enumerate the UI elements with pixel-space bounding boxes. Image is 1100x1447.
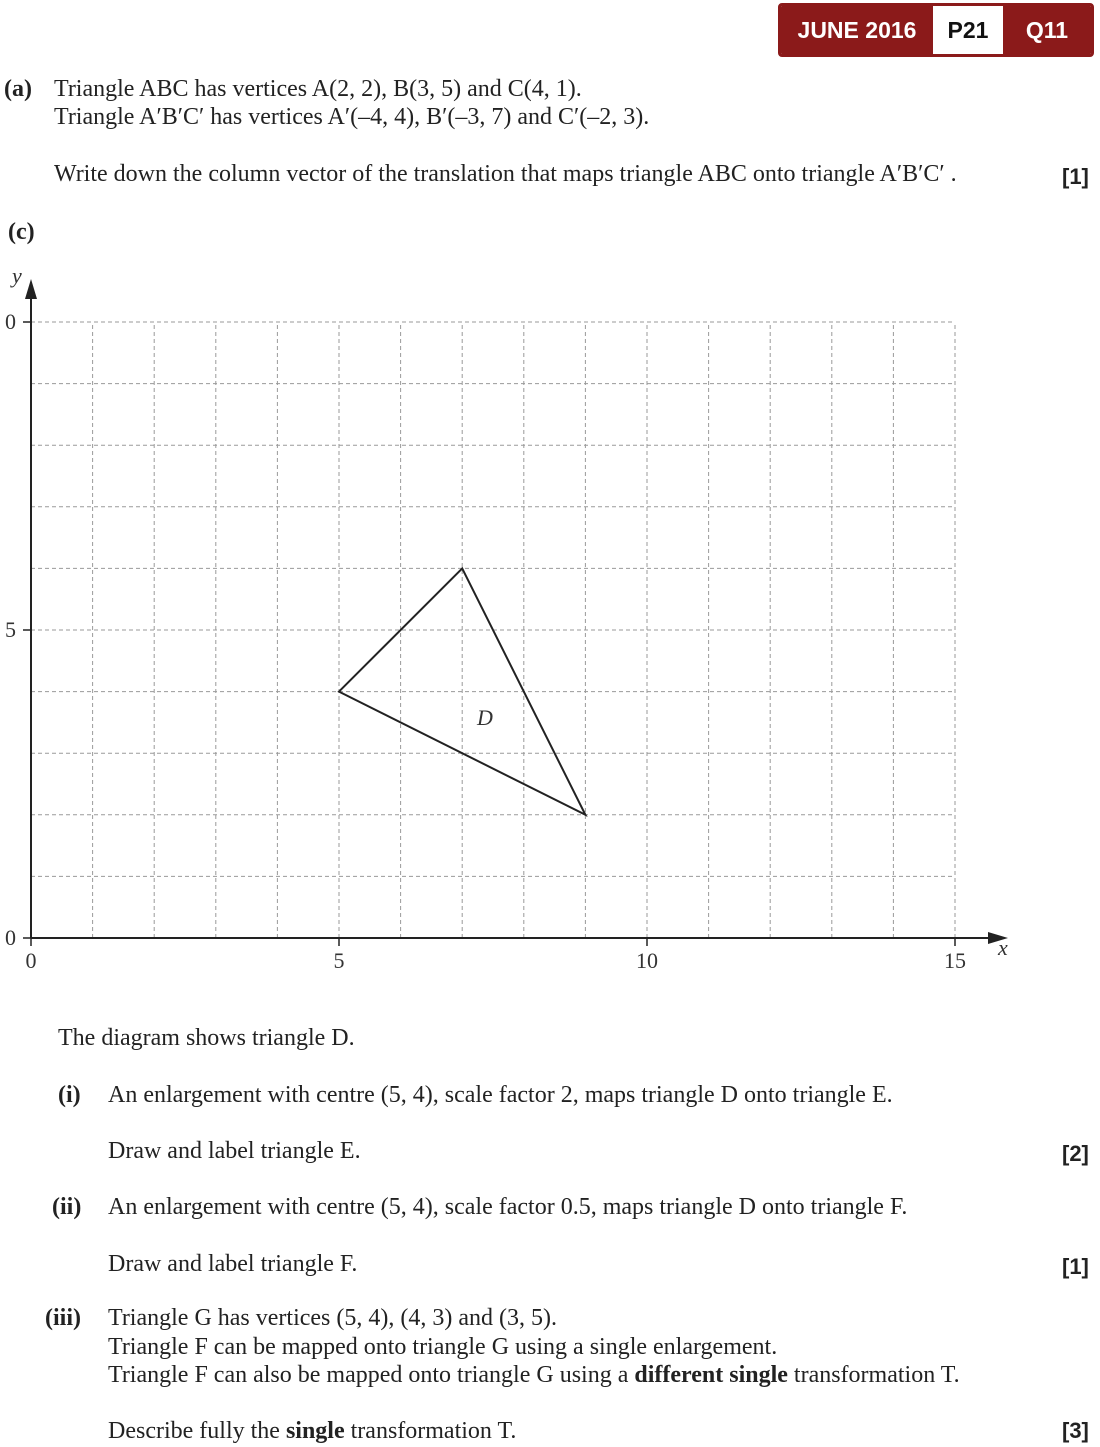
part-iii-line-3-end: transformation T. — [793, 1362, 960, 1388]
diagram-intro-text: The diagram shows triangle D. — [58, 1025, 355, 1051]
y-tick-label: 0 — [5, 309, 16, 334]
part-a-line-1: Triangle ABC has vertices A(2, 2), B(3, 5) and C(4, 1). — [54, 76, 582, 102]
part-a-line-2: Triangle A′B′C′ has vertices A′(–4, 4), B′(–3, 7) and C′(–2, 3). — [54, 104, 650, 130]
y-axis-arrow — [25, 279, 37, 299]
axes — [25, 279, 1008, 944]
part-c-label: (c) — [8, 219, 35, 245]
part-iii-line-3-bold: different single — [634, 1362, 788, 1388]
part-a-label: (a) — [4, 76, 32, 102]
part-iii-marks: [3] — [1062, 1418, 1089, 1443]
part-iii-label: (iii) — [45, 1305, 81, 1331]
part-ii-label: (ii) — [52, 1194, 82, 1220]
part-a-marks: [1] — [1062, 164, 1089, 189]
part-iii-describe-start: Describe fully the — [108, 1418, 280, 1444]
part-iii-line-3 — [108, 1362, 960, 1389]
part-ii-marks: [1] — [1062, 1254, 1089, 1279]
part-ii-instruction: Draw and label triangle F. — [108, 1251, 358, 1277]
x-tick-label: 5 — [333, 948, 345, 973]
triangle-d-label: D — [477, 705, 493, 730]
question-label: Q11 — [1003, 6, 1091, 54]
diagram-intro — [58, 1025, 355, 1052]
y-tick-label: 5 — [5, 617, 16, 642]
part-iii-describe-bold: single — [285, 1418, 345, 1444]
part-i-instruction: Draw and label triangle E. — [108, 1138, 361, 1164]
part-iii-line-3-start: Triangle F can also be mapped onto triangle G using a — [108, 1362, 629, 1388]
y-axis-label: y — [12, 263, 22, 288]
part-i-text: An enlargement with centre (5, 4), scale factor 2, maps triangle D onto triangle E. — [108, 1082, 893, 1108]
part-iii-line-1: Triangle G has vertices (5, 4), (4, 3) and (3, 5). — [108, 1305, 558, 1331]
part-i-label: (i) — [58, 1082, 81, 1108]
part-iii-describe — [108, 1418, 516, 1445]
x-tick-label: 0 — [25, 948, 37, 973]
part-ii-text: An enlargement with centre (5, 4), scale factor 0.5, maps triangle D onto triangle F. — [108, 1194, 908, 1220]
part-iii-describe-end: transformation T. — [350, 1418, 517, 1444]
question-reference-badge — [778, 3, 1094, 57]
paper-label: P21 — [933, 6, 1003, 54]
x-tick-label: 10 — [636, 948, 658, 973]
part-i-marks: [2] — [1062, 1141, 1089, 1166]
x-axis-label: x — [998, 935, 1008, 960]
x-tick-label: 15 — [944, 948, 966, 973]
y-tick-label: 0 — [5, 925, 16, 950]
coordinate-grid-diagram — [0, 255, 1100, 985]
session-label: JUNE 2016 — [781, 6, 933, 54]
part-iii-line-2: Triangle F can be mapped onto triangle G using a single enlargement. — [108, 1334, 778, 1360]
part-a-prompt: Write down the column vector of the translation that maps triangle ABC onto triangle A′B′C′ . — [54, 161, 957, 187]
